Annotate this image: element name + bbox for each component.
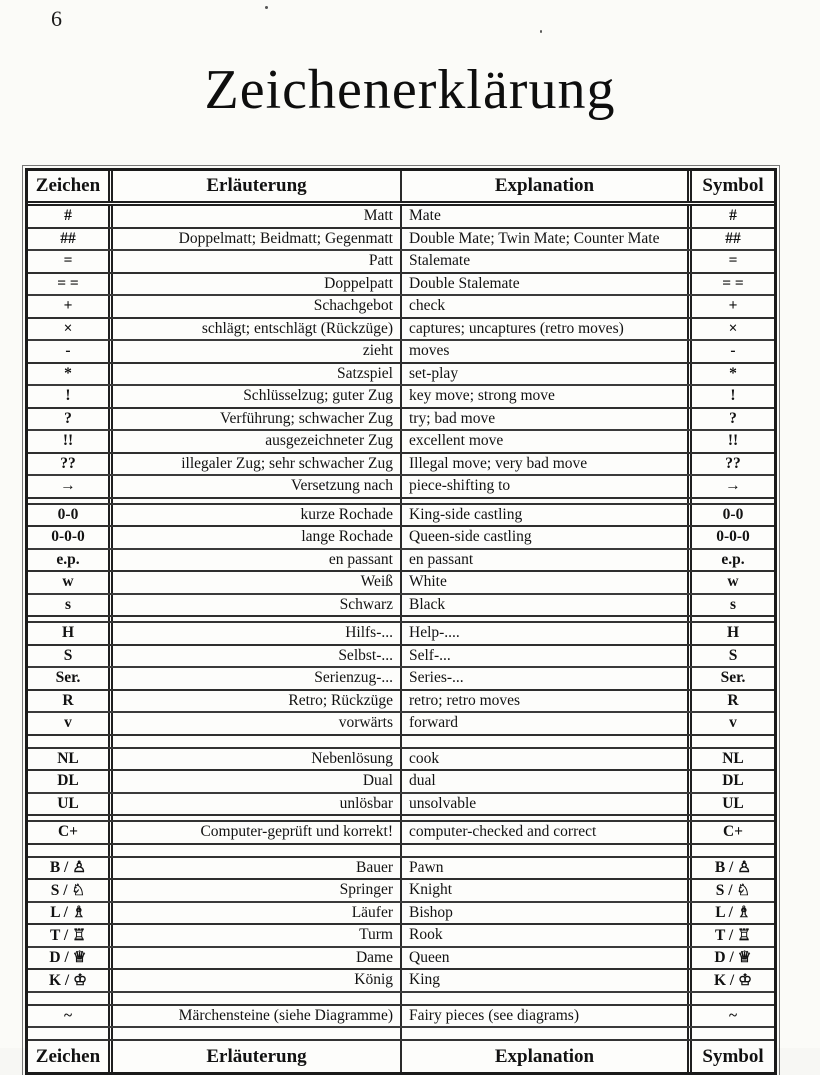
symbol-cell: 0-0-0 bbox=[716, 528, 750, 546]
explanation-cell: try; bad move bbox=[402, 409, 692, 430]
zeichen-cell: v bbox=[28, 713, 113, 734]
explanation-cell: check bbox=[402, 296, 692, 317]
erlaeuterung-cell: Bauer bbox=[113, 858, 402, 879]
erlaeuterung-cell: Schwarz bbox=[113, 595, 402, 616]
table-row bbox=[28, 364, 774, 387]
zeichen-cell: ? bbox=[28, 409, 113, 430]
erlaeuterung-cell: Computer-geprüft und korrekt! bbox=[113, 822, 402, 843]
table-row bbox=[28, 794, 774, 817]
zeichen-cell: L / ♗ bbox=[28, 903, 113, 924]
zeichen-cell: = bbox=[28, 251, 113, 272]
erlaeuterung-cell: ausgezeichneter Zug bbox=[113, 431, 402, 452]
erlaeuterung-cell: vorwärts bbox=[113, 713, 402, 734]
table-row bbox=[28, 572, 774, 595]
erlaeuterung-cell: Patt bbox=[113, 251, 402, 272]
symbol-cell: ~ bbox=[728, 1006, 738, 1024]
erlaeuterung-cell: Turm bbox=[113, 925, 402, 946]
symbol-cell: DL bbox=[722, 772, 744, 790]
table-row bbox=[28, 527, 774, 550]
separator-cell bbox=[692, 617, 774, 621]
separator-cell bbox=[28, 845, 113, 856]
group-separator bbox=[28, 993, 774, 1006]
zeichen-cell: = = bbox=[28, 274, 113, 295]
table-row bbox=[28, 550, 774, 573]
erlaeuterung-cell: illegaler Zug; sehr schwacher Zug bbox=[113, 454, 402, 475]
table-row bbox=[28, 341, 774, 364]
symbol-cell: e.p. bbox=[721, 550, 745, 568]
symbol-cell: L / ♗ bbox=[715, 904, 751, 922]
symbol-cell: H bbox=[726, 624, 740, 642]
explanation-cell: key move; strong move bbox=[402, 386, 692, 407]
explanation-cell: computer-checked and correct bbox=[402, 822, 692, 843]
erlaeuterung-cell: Doppelmatt; Beidmatt; Gegenmatt bbox=[113, 229, 402, 250]
separator-cell bbox=[28, 736, 113, 747]
symbol-cell: # bbox=[729, 207, 737, 225]
explanation-cell: Queen-side castling bbox=[402, 527, 692, 548]
symbol-cell: = = bbox=[722, 274, 744, 292]
separator-cell bbox=[28, 1028, 113, 1039]
explanation-cell: Mate bbox=[402, 206, 692, 227]
header-explanation: Explanation bbox=[402, 171, 692, 201]
explanation-cell: piece-shifting to bbox=[402, 476, 692, 497]
erlaeuterung-cell: Springer bbox=[113, 880, 402, 901]
explanation-cell: White bbox=[402, 572, 692, 593]
explanation-cell: unsolvable bbox=[402, 794, 692, 815]
table-row bbox=[28, 668, 774, 691]
separator-cell bbox=[692, 499, 774, 503]
symbol-cell: D / ♕ bbox=[714, 949, 752, 967]
explanation-cell: King bbox=[402, 970, 692, 991]
explanation-cell: Black bbox=[402, 595, 692, 616]
separator-cell bbox=[692, 1028, 774, 1039]
erlaeuterung-cell: Doppelpatt bbox=[113, 274, 402, 295]
table-header-row bbox=[28, 171, 774, 206]
separator-cell bbox=[113, 816, 402, 820]
table-row bbox=[28, 948, 774, 971]
symbol-cell: w bbox=[727, 573, 739, 591]
separator-cell bbox=[402, 993, 692, 1004]
table-row bbox=[28, 691, 774, 714]
table-footer-row bbox=[28, 1041, 774, 1072]
zeichen-cell: !! bbox=[28, 431, 113, 452]
zeichen-cell: K / ♔ bbox=[28, 970, 113, 991]
header-erlaeuterung: Erläuterung bbox=[113, 171, 402, 201]
symbol-cell: B / ♙ bbox=[714, 859, 752, 877]
table-row bbox=[28, 505, 774, 528]
explanation-cell: Illegal move; very bad move bbox=[402, 454, 692, 475]
separator-cell bbox=[402, 1028, 692, 1039]
zeichen-cell: S / ♘ bbox=[28, 880, 113, 901]
zeichen-cell: ?? bbox=[28, 454, 113, 475]
explanation-cell: Double Mate; Twin Mate; Counter Mate bbox=[402, 229, 692, 250]
table-row bbox=[28, 454, 774, 477]
symbol-cell: !! bbox=[727, 432, 739, 450]
symbol-cell: K / ♔ bbox=[713, 971, 752, 989]
zeichen-cell: 0-0-0 bbox=[28, 527, 113, 548]
erlaeuterung-cell: Weiß bbox=[113, 572, 402, 593]
explanation-cell: Knight bbox=[402, 880, 692, 901]
separator-cell bbox=[692, 736, 774, 747]
symbol-cell: = bbox=[728, 252, 738, 270]
separator-cell bbox=[113, 1028, 402, 1039]
scan-artifact-dot bbox=[265, 6, 268, 9]
explanation-cell: set-play bbox=[402, 364, 692, 385]
separator-cell bbox=[113, 617, 402, 621]
table-row bbox=[28, 476, 774, 499]
separator-cell bbox=[113, 845, 402, 856]
table-row bbox=[28, 206, 774, 229]
scan-artifact-dot bbox=[540, 30, 542, 33]
symbol-cell: R bbox=[727, 691, 739, 709]
symbol-cell: × bbox=[728, 319, 738, 337]
erlaeuterung-cell: en passant bbox=[113, 550, 402, 571]
table-row bbox=[28, 319, 774, 342]
zeichen-cell: e.p. bbox=[28, 550, 113, 571]
explanation-cell: King-side castling bbox=[402, 505, 692, 526]
symbol-cell: s bbox=[729, 595, 737, 613]
zeichen-cell: R bbox=[28, 691, 113, 712]
erlaeuterung-cell: Nebenlösung bbox=[113, 749, 402, 770]
symbol-cell: ! bbox=[730, 387, 736, 405]
table-row bbox=[28, 623, 774, 646]
erlaeuterung-cell: Läufer bbox=[113, 903, 402, 924]
explanation-cell: excellent move bbox=[402, 431, 692, 452]
separator-cell bbox=[402, 816, 692, 820]
symbol-cell: S / ♘ bbox=[715, 881, 751, 899]
table-row bbox=[28, 903, 774, 926]
group-separator bbox=[28, 736, 774, 749]
explanation-cell: Stalemate bbox=[402, 251, 692, 272]
table-body bbox=[28, 206, 774, 1041]
zeichen-cell: * bbox=[28, 364, 113, 385]
separator-cell bbox=[113, 993, 402, 1004]
table-row bbox=[28, 646, 774, 669]
erlaeuterung-cell: Hilfs-... bbox=[113, 623, 402, 644]
zeichen-cell: s bbox=[28, 595, 113, 616]
erlaeuterung-cell: lange Rochade bbox=[113, 527, 402, 548]
footer-explanation: Explanation bbox=[402, 1041, 692, 1072]
table-row bbox=[28, 970, 774, 993]
separator-cell bbox=[28, 499, 113, 503]
symbol-cell: NL bbox=[722, 749, 744, 767]
separator-cell bbox=[692, 816, 774, 820]
zeichen-cell: Ser. bbox=[28, 668, 113, 689]
zeichen-cell: UL bbox=[28, 794, 113, 815]
table-row bbox=[28, 880, 774, 903]
explanation-cell: Fairy pieces (see diagrams) bbox=[402, 1006, 692, 1027]
zeichen-cell: B / ♙ bbox=[28, 858, 113, 879]
separator-cell bbox=[402, 845, 692, 856]
symbol-cell: 0-0 bbox=[722, 505, 744, 523]
table-row bbox=[28, 771, 774, 794]
separator-cell bbox=[113, 736, 402, 747]
erlaeuterung-cell: Versetzung nach bbox=[113, 476, 402, 497]
zeichen-cell: DL bbox=[28, 771, 113, 792]
erlaeuterung-cell: Verführung; schwacher Zug bbox=[113, 409, 402, 430]
footer-zeichen: Zeichen bbox=[28, 1041, 113, 1072]
symbol-cell: → bbox=[725, 477, 741, 495]
explanation-cell: dual bbox=[402, 771, 692, 792]
explanation-cell: cook bbox=[402, 749, 692, 770]
zeichen-cell: D / ♕ bbox=[28, 948, 113, 969]
separator-cell bbox=[692, 845, 774, 856]
explanation-cell: moves bbox=[402, 341, 692, 362]
zeichen-cell: ! bbox=[28, 386, 113, 407]
explanation-cell: Help-.... bbox=[402, 623, 692, 644]
symbol-cell: S bbox=[728, 646, 738, 664]
erlaeuterung-cell: unlösbar bbox=[113, 794, 402, 815]
erlaeuterung-cell: Schachgebot bbox=[113, 296, 402, 317]
group-separator bbox=[28, 1028, 774, 1041]
table-row bbox=[28, 595, 774, 618]
explanation-cell: Self-... bbox=[402, 646, 692, 667]
footer-erlaeuterung: Erläuterung bbox=[113, 1041, 402, 1072]
erlaeuterung-cell: Dame bbox=[113, 948, 402, 969]
zeichen-cell: T / ♖ bbox=[28, 925, 113, 946]
separator-cell bbox=[113, 499, 402, 503]
explanation-cell: Series-... bbox=[402, 668, 692, 689]
erlaeuterung-cell: Märchensteine (siehe Diagramme) bbox=[113, 1006, 402, 1027]
zeichen-cell: ## bbox=[28, 229, 113, 250]
erlaeuterung-cell: Selbst-... bbox=[113, 646, 402, 667]
page-title: Zeichenerklärung bbox=[204, 59, 616, 121]
zeichen-cell: - bbox=[28, 341, 113, 362]
page-number: 6 bbox=[51, 6, 62, 31]
separator-cell bbox=[692, 993, 774, 1004]
table-row bbox=[28, 713, 774, 736]
table-row bbox=[28, 274, 774, 297]
explanation-cell: Pawn bbox=[402, 858, 692, 879]
explanation-cell: forward bbox=[402, 713, 692, 734]
footer-symbol: Symbol bbox=[702, 1045, 764, 1067]
table-row bbox=[28, 431, 774, 454]
explanation-cell: Queen bbox=[402, 948, 692, 969]
group-separator bbox=[28, 845, 774, 858]
separator-cell bbox=[402, 617, 692, 621]
explanation-cell: retro; retro moves bbox=[402, 691, 692, 712]
table-row bbox=[28, 386, 774, 409]
erlaeuterung-cell: kurze Rochade bbox=[113, 505, 402, 526]
header-symbol: Symbol bbox=[702, 175, 764, 196]
table-row bbox=[28, 925, 774, 948]
symbol-cell: ## bbox=[725, 229, 741, 247]
erlaeuterung-cell: Schlüsselzug; guter Zug bbox=[113, 386, 402, 407]
separator-cell bbox=[402, 736, 692, 747]
erlaeuterung-cell: Retro; Rückzüge bbox=[113, 691, 402, 712]
erlaeuterung-cell: Matt bbox=[113, 206, 402, 227]
zeichen-cell: ~ bbox=[28, 1006, 113, 1027]
erlaeuterung-cell: schlägt; entschlägt (Rückzüge) bbox=[113, 319, 402, 340]
separator-cell bbox=[402, 499, 692, 503]
erlaeuterung-cell: König bbox=[113, 970, 402, 991]
separator-cell bbox=[28, 816, 113, 820]
symbol-cell: T / ♖ bbox=[714, 926, 751, 944]
explanation-cell: Double Stalemate bbox=[402, 274, 692, 295]
zeichen-cell: C+ bbox=[28, 822, 113, 843]
separator-cell bbox=[28, 993, 113, 1004]
symbol-legend-table bbox=[25, 168, 777, 1075]
symbol-cell: - bbox=[730, 342, 736, 360]
table-row bbox=[28, 251, 774, 274]
zeichen-cell: × bbox=[28, 319, 113, 340]
zeichen-cell: → bbox=[28, 476, 113, 497]
table-row bbox=[28, 229, 774, 252]
symbol-cell: C+ bbox=[722, 823, 744, 841]
symbol-cell: ? bbox=[729, 409, 737, 427]
symbol-cell: UL bbox=[722, 794, 744, 812]
zeichen-cell: H bbox=[28, 623, 113, 644]
symbol-cell: ?? bbox=[725, 454, 741, 472]
table-row bbox=[28, 296, 774, 319]
separator-cell bbox=[28, 617, 113, 621]
zeichen-cell: w bbox=[28, 572, 113, 593]
symbol-cell: Ser. bbox=[720, 669, 746, 687]
zeichen-cell: 0-0 bbox=[28, 505, 113, 526]
table-row bbox=[28, 1006, 774, 1029]
erlaeuterung-cell: Satzspiel bbox=[113, 364, 402, 385]
table-row bbox=[28, 858, 774, 881]
explanation-cell: Rook bbox=[402, 925, 692, 946]
zeichen-cell: NL bbox=[28, 749, 113, 770]
symbol-cell: * bbox=[729, 364, 737, 382]
erlaeuterung-cell: zieht bbox=[113, 341, 402, 362]
table-row bbox=[28, 409, 774, 432]
header-zeichen: Zeichen bbox=[28, 171, 113, 201]
explanation-cell: captures; uncaptures (retro moves) bbox=[402, 319, 692, 340]
zeichen-cell: S bbox=[28, 646, 113, 667]
table-row bbox=[28, 822, 774, 845]
erlaeuterung-cell: Dual bbox=[113, 771, 402, 792]
zeichen-cell: + bbox=[28, 296, 113, 317]
table-row bbox=[28, 749, 774, 772]
symbol-cell: + bbox=[728, 297, 738, 315]
zeichen-cell: # bbox=[28, 206, 113, 227]
explanation-cell: en passant bbox=[402, 550, 692, 571]
symbol-cell: v bbox=[729, 714, 737, 732]
erlaeuterung-cell: Serienzug-... bbox=[113, 668, 402, 689]
explanation-cell: Bishop bbox=[402, 903, 692, 924]
